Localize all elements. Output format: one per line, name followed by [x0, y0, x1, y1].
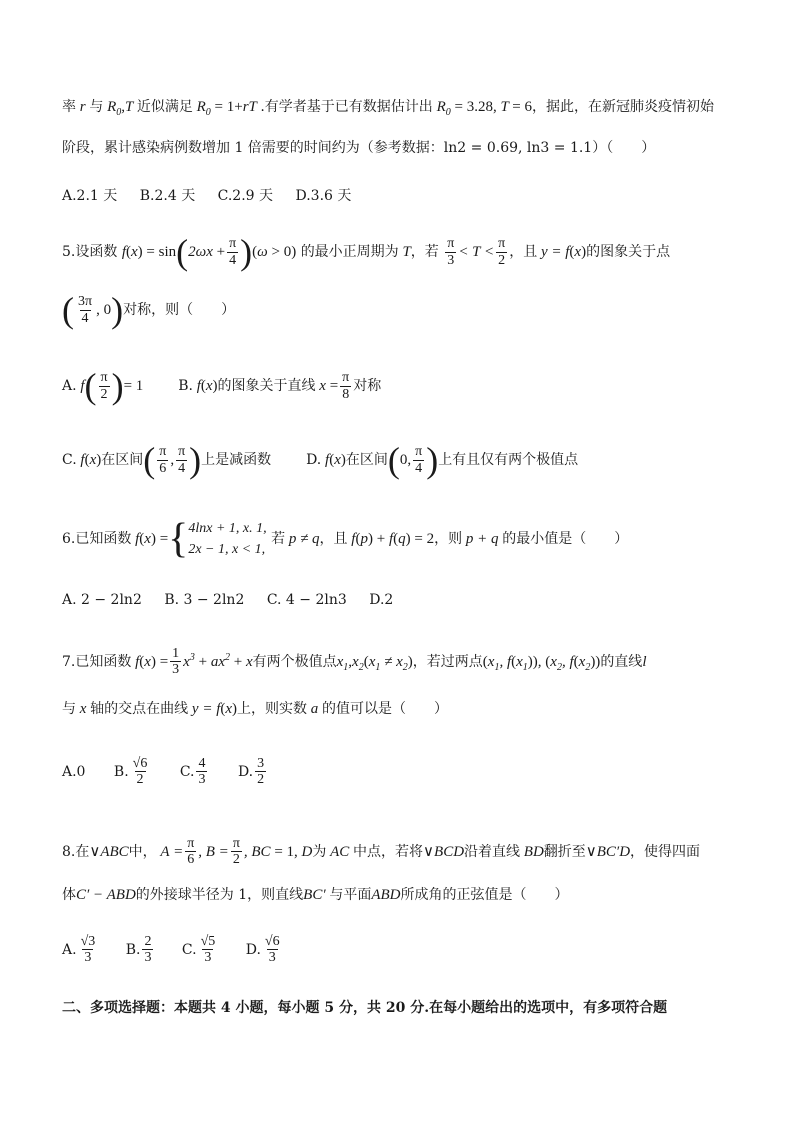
q6-case-1: 4lnx + 1, x. 1,	[188, 521, 267, 536]
q6-options	[62, 592, 411, 609]
q4-line2: 阶段，累计感染病例数增加 1 倍需要的时间约为（参考数据：ln2 = 0.69, ln3 = 1.1）（ ）	[62, 140, 656, 156]
q8-options: A. $\frac{√3}{3}$ B. $\frac{2}{3}$ C. $\frac{√5}{3}$ D. $\frac{√6}{3}$	[62, 934, 280, 966]
q6-option-c: C. 4 − 2ln3	[266, 592, 347, 608]
q7-line2: 与 x 轴的交点在曲线 y = f(x)上，则实数 a 的值可以是（ ）	[62, 701, 449, 717]
q4-options	[62, 188, 369, 205]
q5-options-ab: A. f( $\frac{\pi}{2}$ )= 1 B. f(x)的图象关于直线 x = $\frac{\pi}{8}$ 对称	[62, 366, 382, 406]
q4-option-a: A.2.1 天	[62, 188, 118, 204]
q4-option-b: B.2.4 天	[139, 188, 196, 204]
q7-options: A.0 B. $\frac{√6}{2}$ C. $\frac{4}{3}$ D. $\frac{3}{2}$	[62, 756, 265, 788]
q4-line1: 率 r 与 $R_0,T$ 近似满足 $R_0 = 1+rT$ .有学者基于已有数据估计出 $R_0 = 3.28$, T = 6，据此，在新冠肺炎疫情初始	[62, 99, 714, 118]
q4-option-d: D.3.6 天	[295, 188, 352, 204]
q6-option-b: B. 3 − 2ln2	[164, 592, 245, 608]
q4-option-c: C.2.9 天	[217, 188, 274, 204]
q6-option-d: D.2	[369, 592, 394, 608]
q6-option-a: A. 2 − 2ln2	[62, 592, 142, 608]
q8-line2: 体C′ − ABD的外接球半径为 1，则直线BC′ 与平面ABD所成角的正弦值是（ ）	[62, 887, 569, 903]
q5-line2: ( $\frac{3\pi}{4}$ , 0)对称，则（ ）	[62, 290, 236, 330]
q7-line1: 7.已知函数 f(x) = $\frac{1}{3}$ $x^3 + ax^2 + x$有两个极值点$x_1,x_2(x_1 \ne x_2)$，若过两点($x_1$, $f(x_1)$), ($x_2$, $f(x_2)$)的直线l	[62, 646, 647, 678]
q6-line1: 6.已知函数 f(x) ={ 4lnx + 1, x. 1, 2x − 1, x < 1, 若 p ≠ q，且 f(p) + f(q) = 2，则 p + q 的最小值是（ ）	[62, 516, 629, 562]
q6-case-2: 2x − 1, x < 1,	[188, 542, 266, 557]
q5-line1: 5.设函数 f(x) = sin(2ωx + $\frac{\pi}{4}$ )(ω > 0) 的最小正周期为 T，若 $\frac{\pi}{3}$ < T < $\frac{\pi}{2}$ ，且 y = f(x)的图象关于点	[62, 232, 671, 272]
q8-line1: 8.在∨ABC中， A = $\frac{\pi}{6}$ , B = $\frac{\pi}{2}$ , BC = 1, D为 AC 中点，若将∨BCD沿着直线 BD翻折至∨BC′D，使得四面	[62, 836, 701, 868]
section2-heading: 二、多项选择题：本题共 4 小题，每小题 5 分，共 20 分.在每小题给出的选项中，有多项符合题	[62, 1000, 668, 1016]
q5-options-cd: C. f(x)在区间( $\frac{\pi}{6}$ , $\frac{\pi}{4}$ )上是减函数 D. f(x)在区间(0, $\frac{\pi}{4}$ )上有且仅有两个极值点	[62, 440, 579, 480]
